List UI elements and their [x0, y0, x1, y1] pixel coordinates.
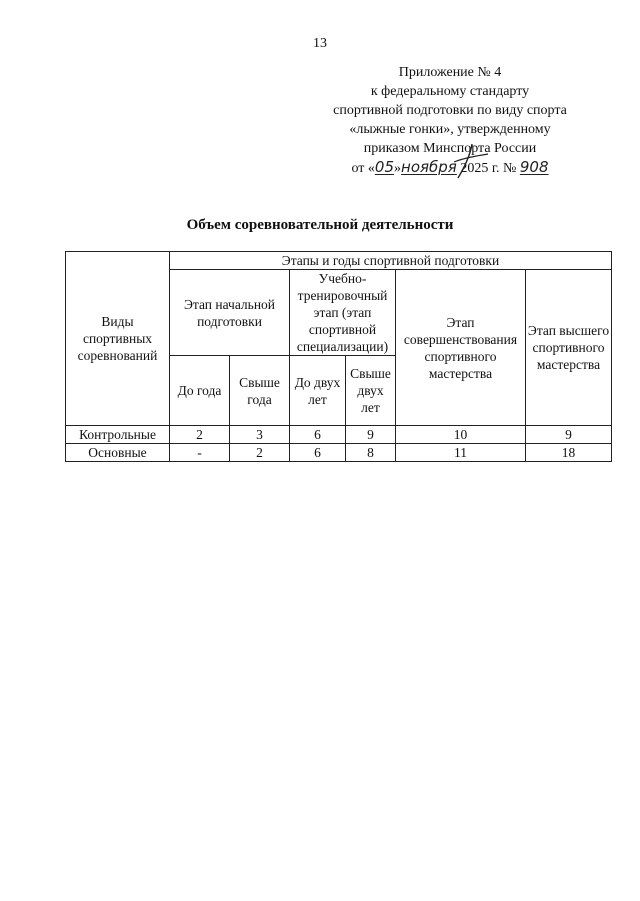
competition-volume-table — [65, 251, 612, 462]
table-header-row — [66, 252, 612, 270]
table-cell: 6 — [290, 444, 346, 462]
document-title: Объем соревновательной деятельности — [186, 217, 454, 233]
header-stage-training: Учебно-тренировочный этап (этап спортивной специализации) — [290, 270, 396, 356]
header-stage-highest: Этап высшего спортивного мастерства — [526, 270, 612, 426]
header-stage-initial: Этап начальной подготовки — [170, 270, 290, 356]
table-row — [66, 426, 612, 444]
handwritten-month: ноября — [401, 158, 457, 176]
table-cell: 11 — [396, 444, 526, 462]
header-competition-types: Виды спортивных соревнований — [66, 252, 170, 426]
table-cell: 18 — [526, 444, 612, 462]
table-cell: 2 — [170, 426, 230, 444]
appendix-line: «лыжные гонки», утвержденному — [349, 122, 551, 137]
row-label: Контрольные — [66, 426, 170, 444]
header-sub-training-up-to-two: До двух лет — [290, 356, 346, 426]
date-mid: » — [394, 161, 402, 176]
header-stages: Этапы и годы спортивной подготовки — [170, 252, 612, 270]
table-cell: 8 — [346, 444, 396, 462]
appendix-line: Приложение № 4 — [398, 65, 502, 80]
table-cell: 10 — [396, 426, 526, 444]
appendix-line: к федеральному стандарту — [370, 84, 530, 99]
page-number: 13 — [313, 36, 327, 51]
header-sub-training-over-two: Свыше двух лет — [346, 356, 396, 426]
header-stage-improvement: Этап совершенствования спортивного мастерства — [396, 270, 526, 426]
handwritten-order-number: 908 — [519, 158, 549, 176]
table-cell: 3 — [230, 426, 290, 444]
table-cell: 9 — [526, 426, 612, 444]
appendix-line: спортивной подготовки по виду спорта — [333, 103, 567, 118]
appendix-line: приказом Минспорта России — [363, 141, 537, 156]
handwritten-day: 05 — [374, 158, 395, 176]
signature-stroke — [450, 142, 490, 180]
header-sub-initial-up-to-year: До года — [170, 356, 230, 426]
row-label: Основные — [66, 444, 170, 462]
table-cell: 2 — [230, 444, 290, 462]
header-sub-initial-over-year: Свыше года — [230, 356, 290, 426]
table-cell: 9 — [346, 426, 396, 444]
table-row — [66, 444, 612, 462]
date-year: 2025 г. № — [460, 161, 517, 176]
table-cell: 6 — [290, 426, 346, 444]
table-cell: - — [170, 444, 230, 462]
date-prefix: от « — [351, 161, 375, 176]
